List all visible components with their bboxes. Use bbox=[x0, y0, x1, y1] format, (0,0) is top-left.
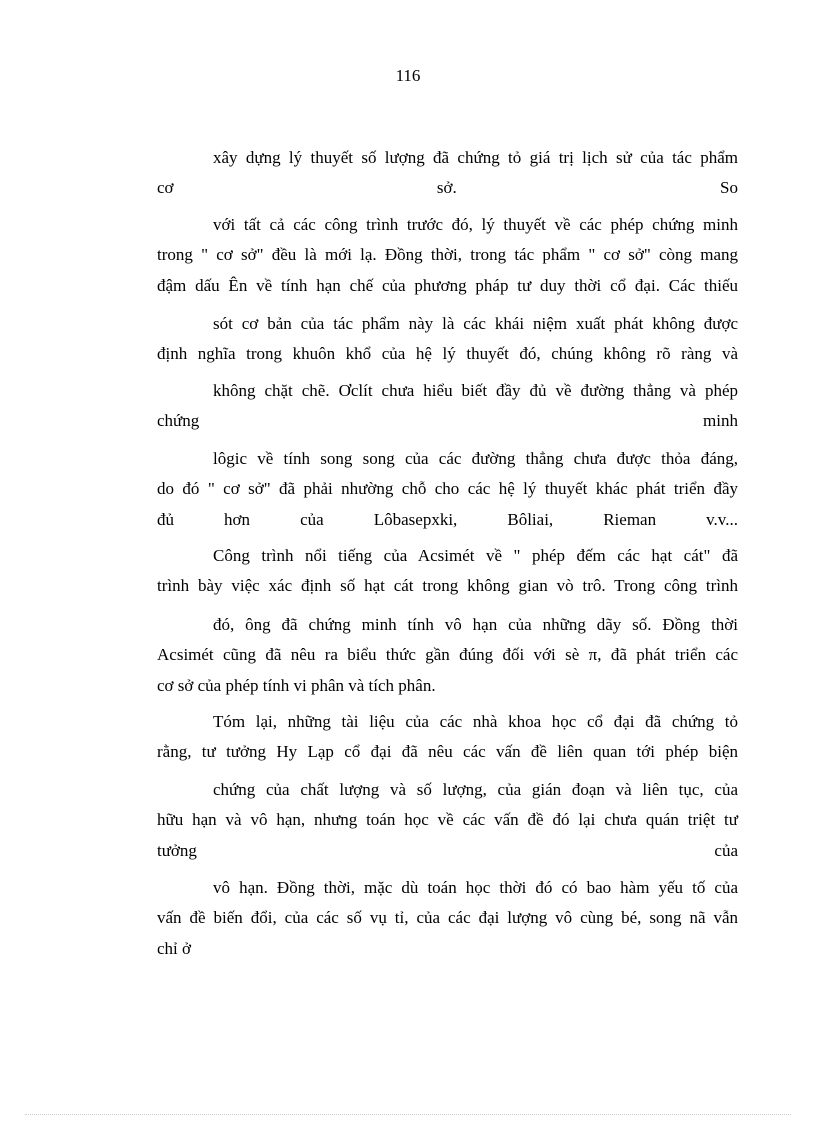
text-line: do đó " cơ sở" đã phải nhường chỗ cho các hệ lý thuyết khác phát triển đầy bbox=[157, 479, 738, 498]
text-line: chứng của chất lượng và số lượng, của gián đoạn và liên tục, của bbox=[213, 780, 738, 799]
word: v.v... bbox=[706, 510, 738, 529]
text-line: vô hạn. Đồng thời, mặc dù toán học thời đó có bao hàm yếu tố của bbox=[213, 878, 738, 897]
text-line: vấn đề biến đổi, của các số vụ tỉ, của các đại lượng vô cùng bé, song nã vẫn bbox=[157, 908, 738, 927]
page-number: 116 bbox=[395, 66, 421, 85]
word: đủ bbox=[157, 510, 174, 529]
text-line: đậm dấu Ên về tính hạn chế của phương pháp tư duy thời cổ đại. Các thiếu bbox=[157, 276, 738, 295]
text-line: cơ sở của phép tính vi phân và tích phân. bbox=[157, 676, 436, 695]
text-line: hữu hạn và vô hạn, nhưng toán học về các vấn đề đó lại chưa quán triệt tư bbox=[157, 810, 738, 829]
word: tưởng bbox=[157, 841, 197, 860]
word: sở. bbox=[436, 178, 457, 197]
text-line: rằng, tư tưởng Hy Lạp cổ đại đã nêu các vấn đề liên quan tới phép biện bbox=[157, 742, 738, 761]
text-line: Công trình nổi tiếng của Acsimét về " phép đếm các hạt cát" đã bbox=[213, 546, 738, 565]
text-line-spread bbox=[157, 839, 738, 863]
text-line-spread bbox=[157, 508, 738, 532]
word: So bbox=[720, 178, 738, 197]
text-line: chỉ ở bbox=[157, 939, 192, 958]
text-line: đó, ông đã chứng minh tính vô hạn của những dãy số. Đồng thời bbox=[213, 615, 738, 634]
word: hơn bbox=[224, 510, 251, 529]
text-line: sót cơ bản của tác phẩm này là các khái niệm xuất phát không được bbox=[213, 314, 738, 333]
text-line: lôgic về tính song song của các đường thẳng chưa được thỏa đáng, bbox=[213, 449, 738, 468]
text-line: định nghĩa trong khuôn khổ của hệ lý thuyết đó, chúng không rõ ràng và bbox=[157, 344, 738, 363]
text-line: với tất cả các công trình trước đó, lý thuyết về các phép chứng minh bbox=[213, 215, 738, 234]
text-line: không chặt chẽ. Ơclít chưa hiểu biết đầy đủ về đường thẳng và phép bbox=[213, 381, 738, 400]
word: Bôliai, bbox=[507, 510, 554, 529]
word: của bbox=[714, 841, 738, 860]
word: Rieman bbox=[603, 510, 657, 529]
footer-divider bbox=[25, 1114, 791, 1116]
text-line: Acsimét cũng đã nêu ra biểu thức gần đúng đối với sè π, đã phát triển các bbox=[157, 645, 738, 664]
word: chứng bbox=[157, 411, 200, 430]
text-line: xây dựng lý thuyết số lượng đã chứng tỏ giá trị lịch sử của tác phẩm bbox=[213, 148, 738, 167]
word: minh bbox=[703, 411, 738, 430]
word: của bbox=[300, 510, 324, 529]
text-line: trong " cơ sở" đều là mới lạ. Đồng thời, trong tác phẩm " cơ sở" còng mang bbox=[157, 245, 738, 264]
text-line-spread bbox=[157, 409, 738, 433]
text-line-spread bbox=[157, 176, 738, 200]
word: Lôbasepxki, bbox=[373, 510, 458, 529]
word: cơ bbox=[157, 178, 174, 197]
text-line: Tóm lại, những tài liệu của các nhà khoa học cổ đại đã chứng tỏ bbox=[213, 712, 738, 731]
text-line: trình bày việc xác định số hạt cát trong không gian vò trô. Trong công trình bbox=[157, 576, 738, 595]
